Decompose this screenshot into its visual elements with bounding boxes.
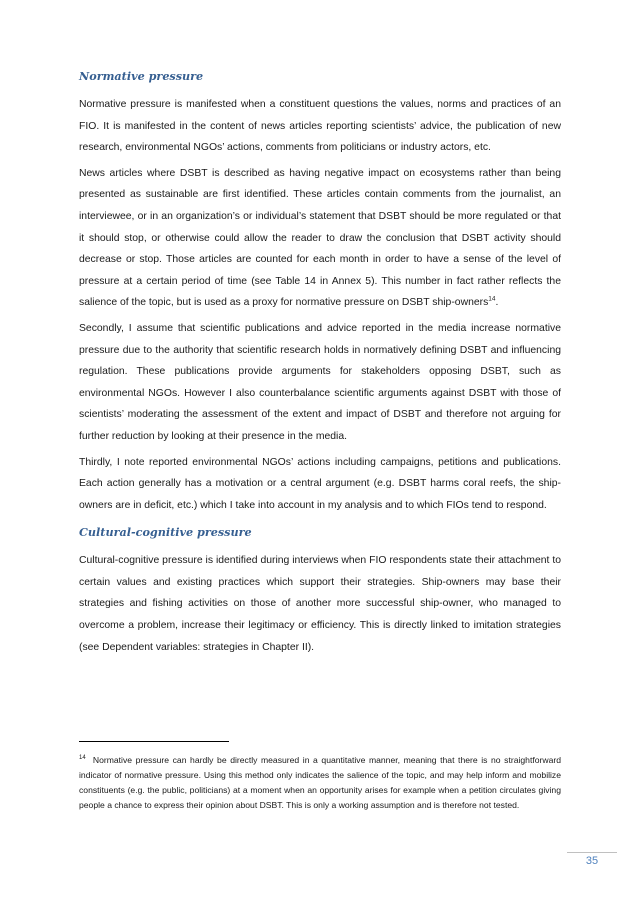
heading-normative-pressure: Normative pressure [79, 69, 204, 83]
footnote-number: 14 [79, 755, 86, 762]
footnote-separator [79, 741, 229, 742]
page-content [79, 68, 561, 662]
footnote-reference[interactable]: 14 [488, 295, 496, 303]
footnote [79, 753, 561, 813]
normative-paragraph-4: Thirdly, I note reported environmental NGOs’ actions including campaigns, petitions and publications. Each action generally has a motivation or a central argument (e.g. DSBT harms coral reefs, the ship-owners are in deficit, etc.) which I take into account in my analysis and to which FIOs tend to respond. [79, 456, 561, 511]
page-number: 35 [585, 855, 599, 867]
normative-paragraph-1: Normative pressure is manifested when a constituent questions the values, norms and practices of an FIO. It is manifested in the content of news articles reporting scientists’ advice, the publication of new research, environmental NGOs’ actions, comments from politicians or industry actors, etc. [79, 99, 561, 154]
footnote-text: Normative pressure can hardly be directly measured in a quantitative manner, meaning that there is no straightforward indicator of normative pressure. Using this method only indicates the salience of the topic, and may help inform and mobilize constituents (e.g. the public, politicians) at a moment when an opportunity arises for example when a petition circulates giving people a chance to express their opinion about DSBT. This is only a working assumption and is therefore not tested. [79, 755, 561, 811]
heading-cultural-cognitive-pressure: Cultural-cognitive pressure [79, 525, 252, 540]
normative-paragraph-2 [79, 163, 561, 314]
page-number-rule [567, 852, 617, 853]
cultural-paragraph-1: Cultural-cognitive pressure is identified during interviews when FIO respondents state their attachment to certain values and existing practices which support their strategies. Ship-owners may base their strategies and fishing activities on those of another more successful ship-owner, who managed to overcome a problem, increase their legitimacy or efficiency. This is directly linked to imitation strategies (see Dependent variables: strategies in Chapter II). [79, 555, 561, 653]
normative-paragraph-2-end: . [495, 297, 499, 309]
normative-paragraph-2-text: News articles where DSBT is described as having negative impact on ecosystems rather than being presented as sustainable are first identified. These articles contain comments from the journalist, an interviewee, or in an organization’s or individual’s statement that DSBT should be more regulated or that it should stop, or otherwise could allow the reader to draw the conclusion that DSBT activity should decrease or stop. Those articles are counted for each month in order to have a sense of the level of pressure at a certain period of time (see Table 14 in Annex 5). This number in fact rather reflects the salience of the topic, but is used as a proxy for normative pressure on DSBT ship-owners [79, 167, 561, 309]
normative-paragraph-3: Secondly, I assume that scientific publications and advice reported in the media increase normative pressure due to the authority that scientific research holds in normatively defining DSBT and influencing regulation. These publications provide arguments for stakeholders opposing DSBT, such as environmental NGOs. However I also counterbalance scientific arguments against DSBT with those of scientists’ moderating the assessment of the extent and impact of DSBT and therefore not arguing for further reduction by looking at their presence in the media. [79, 322, 561, 442]
